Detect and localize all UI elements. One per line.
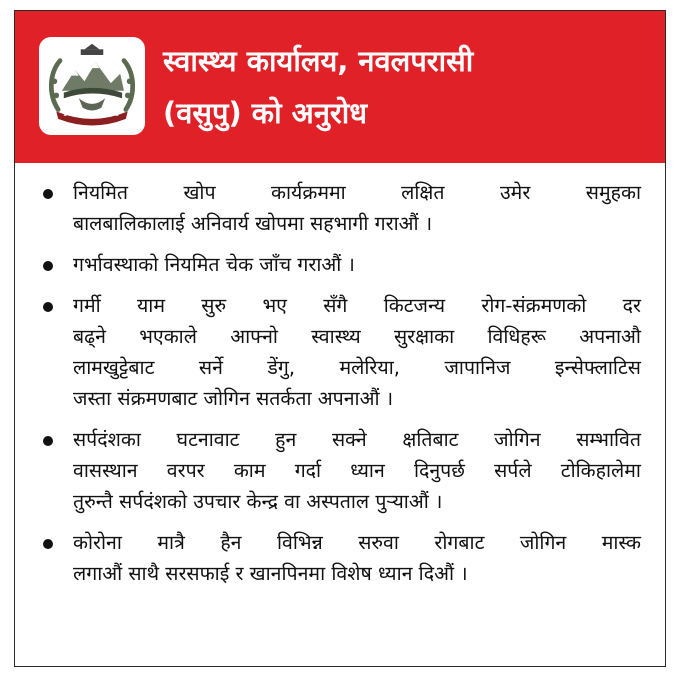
title-line: (वसुपु) को अनुरोध [163, 96, 368, 130]
list-item [33, 249, 641, 280]
item-line: गर्भावस्थाको नियमित चेक जाँच गराऔं । [73, 253, 355, 276]
advice-list [33, 177, 641, 589]
bullet-icon [43, 189, 53, 199]
bullet-icon [43, 261, 53, 271]
emblem-logo [39, 37, 145, 135]
item-line: कोरोना मात्रै हैन विभिन्न सरुवा रोगबाट जोगिन मास्क [73, 531, 641, 554]
notice-box [14, 10, 666, 667]
item-line: सर्पदंशका घटनावाट हुन सक्ने क्षतिबाट जोगिन सम्भावित [73, 428, 641, 451]
list-item [33, 177, 641, 239]
title-line: स्वास्थ्य कार्यालय, नवलपरासी [163, 44, 474, 78]
item-line: लामखुट्टेबाट सर्ने डेंगु, मलेरिया, जापानिज इन्सेफ्लाटिस [73, 356, 641, 379]
notice-header [15, 11, 665, 163]
bullet-icon [43, 302, 53, 312]
item-line: नियमित खोप कार्यक्रममा लक्षित उमेर समुहका [73, 181, 641, 204]
item-line: जस्ता संक्रमणबाट जोगिन सतर्कता अपनाऔं । [73, 387, 394, 410]
bullet-icon [43, 436, 53, 446]
bullet-icon [43, 539, 53, 549]
notice-body [15, 163, 665, 599]
list-item [33, 290, 641, 414]
item-line: तुरुन्तै सर्पदंशको उपचार केन्द्र वा अस्पताल पुऱ्याऔं । [73, 490, 443, 513]
page-title [163, 35, 653, 139]
nepal-government-emblem-icon [45, 43, 139, 129]
item-line: बढ्ने भएकाले आफ्नो स्वास्थ्य सुरक्षाका विधिहरू अपनाऔ [73, 325, 641, 348]
list-item [33, 424, 641, 517]
item-line: गर्मी याम सुरु भए सँगै किटजन्य रोग-संक्रमणको दर [73, 294, 641, 317]
list-item [33, 527, 641, 589]
item-line: लगाऔं साथै सरसफाई र खानपिनमा विशेष ध्यान दिऔं । [73, 562, 468, 585]
item-line: बालबालिकालाई अनिवार्य खोपमा सहभागी गराऔं । [73, 212, 433, 235]
item-line: वासस्थान वरपर काम गर्दा ध्यान दिनुपर्छ सर्पले टोकिहालेमा [73, 459, 641, 482]
